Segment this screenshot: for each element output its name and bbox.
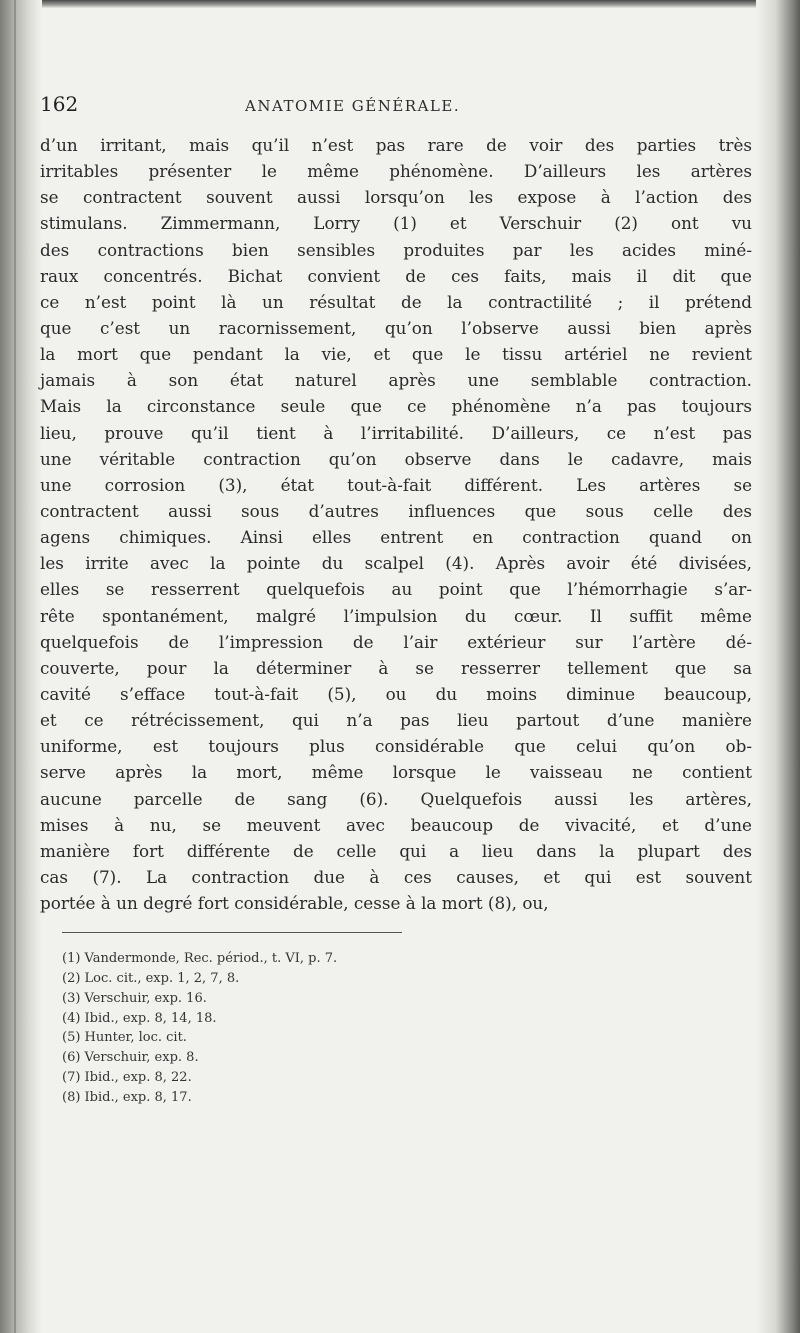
text-line: que c’est un racornissement, qu’on l’observe aussi bien après [40, 317, 752, 338]
text-line: lieu, prouve qu’il tient à l’irritabilité. D’ailleurs, ce n’est pas [40, 422, 752, 443]
footnote: (5) Hunter, loc. cit. [62, 1030, 187, 1046]
footnote: (8) Ibid., exp. 8, 17. [62, 1089, 192, 1105]
text-line: agens chimiques. Ainsi elles entrent en contraction quand on [40, 527, 752, 548]
text-line: uniforme, est toujours plus considérable que celui qu’on ob- [40, 736, 752, 757]
text-line: aucune parcelle de sang (6). Quelquefois aussi les artères, [40, 788, 752, 809]
text-line: portée à un degré fort considérable, cesse à la mort (8), ou, [40, 893, 549, 914]
text-line: quelquefois de l’impression de l’air extérieur sur l’artère dé- [40, 631, 752, 652]
footnote: (4) Ibid., exp. 8, 14, 18. [62, 1010, 217, 1026]
text-line: Mais la circonstance seule que ce phénomène n’a pas toujours [40, 396, 752, 417]
footnote: (1) Vandermonde, Rec. périod., t. VI, p. 7. [62, 951, 338, 967]
text-line: contractent aussi sous d’autres influences que sous celle des [40, 500, 752, 521]
text-line: jamais à son état naturel après une semblable contraction. [40, 370, 752, 391]
text-line: serve après la mort, même lorsque le vaisseau ne contient [40, 762, 752, 783]
scan-binding-gutter [0, 0, 42, 1333]
scan-right-edge [756, 0, 800, 1333]
running-head [40, 92, 752, 132]
text-line: stimulans. Zimmermann, Lorry (1) et Verschuir (2) ont vu [40, 213, 752, 234]
text-line: raux concentrés. Bichat convient de ces faits, mais il dit que [40, 265, 752, 286]
text-line: se contractent souvent aussi lorsqu’on les expose à l’action des [40, 187, 752, 208]
text-line: couverte, pour la déterminer à se resserrer tellement que sa [40, 657, 752, 678]
text-line: elles se resserrent quelquefois au point que l’hémorrhagie s’ar- [40, 579, 752, 600]
running-title: ANATOMIE GÉNÉRALE. [245, 97, 461, 115]
text-line: les irrite avec la pointe du scalpel (4). Après avoir été divisées, [40, 553, 752, 574]
text-line: une corrosion (3), état tout-à-fait différent. Les artères se [40, 474, 752, 495]
footnote: (6) Verschuir, exp. 8. [62, 1050, 199, 1066]
text-line: des contractions bien sensibles produites par les acides miné- [40, 239, 752, 260]
footnote: (3) Verschuir, exp. 16. [62, 990, 207, 1006]
page-number: 162 [40, 92, 79, 116]
footnote: (2) Loc. cit., exp. 1, 2, 7, 8. [62, 971, 240, 987]
scan-top-edge [0, 0, 800, 8]
text-line: d’un irritant, mais qu’il n’est pas rare de voir des parties très [40, 135, 752, 155]
text-line: manière fort différente de celle qui a lieu dans la plupart des [40, 840, 752, 861]
footnote: (7) Ibid., exp. 8, 22. [62, 1070, 192, 1085]
text-line: mises à nu, se meuvent avec beaucoup de vivacité, et d’une [40, 814, 752, 835]
text-line: rête spontanément, malgré l’impulsion du cœur. Il suffit même [40, 605, 752, 626]
text-line: et ce rétrécissement, qui n’a pas lieu partout d’une manière [40, 710, 752, 731]
footnote-divider [62, 932, 402, 933]
footnotes [62, 949, 752, 1107]
book-page [40, 92, 752, 1108]
text-line: irritables présenter le même phénomène. D’ailleurs les artères [40, 161, 752, 182]
text-line: cavité s’efface tout-à-fait (5), ou du moins diminue beaucoup, [40, 683, 752, 704]
text-line: la mort que pendant la vie, et que le tissu artériel ne revient [40, 344, 752, 365]
text-line: une véritable contraction qu’on observe dans le cadavre, mais [40, 448, 752, 469]
text-line: ce n’est point là un résultat de la contractilité ; il prétend [40, 291, 752, 312]
body-paragraph [40, 132, 752, 916]
text-line: cas (7). La contraction due à ces causes, et qui est souvent [40, 866, 752, 887]
